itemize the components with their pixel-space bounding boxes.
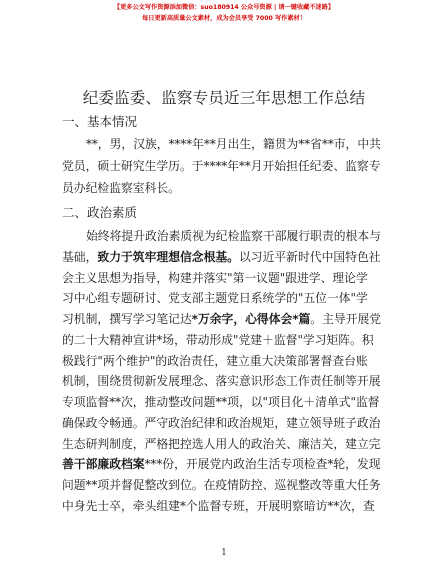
text-run: 的二十大精神宣讲*场，带动形成"党建＋监督"学习矩阵。积 bbox=[62, 332, 374, 347]
paragraph-line bbox=[62, 330, 380, 350]
text-run: 极践行"两个维护"的政治责任，建立重大决策部署督查台账 bbox=[62, 353, 368, 368]
document-title: 纪委监委、监察专员近三年思想工作总结 bbox=[82, 89, 366, 107]
page-number: 1 bbox=[221, 548, 227, 558]
text-run: 习中心组专题研讨、党支部主题党日系统学的"五位一体"学 bbox=[62, 291, 368, 306]
text-run: 机制，围绕贯彻新发展理念、落实意识形态工作责任制等开展 bbox=[62, 374, 381, 389]
promo-banner-line2: 每日更新高质量公文素材，成为会员享受 7000 写作素材！ bbox=[142, 15, 306, 22]
paragraph-line: **，男，汉族，****年**月出生，籍贯为**省**市，中共 bbox=[86, 137, 381, 151]
text-run: 专项监督**次，推动整改问题**项，以"项目化＋清单式"监督 bbox=[62, 395, 380, 409]
paragraph-line: 党员，硕士研究生学历。于****年**月开始担任纪委、监察专 bbox=[62, 159, 381, 173]
section-heading-political-quality: 二、政治素质 bbox=[62, 205, 138, 220]
text-run: 。主导开展党 bbox=[310, 312, 382, 326]
promo-banner bbox=[0, 2, 448, 24]
emphasized-text: 致力于筑牢理想信念根基。 bbox=[97, 249, 239, 264]
emphasized-text: 善干部廉政档案 bbox=[62, 457, 145, 472]
promo-banner-line1: 【更多公文写作资源添加微信：suo180914 公众号资源 | 请一键收藏不迷路】 bbox=[113, 4, 335, 11]
paragraph-line bbox=[62, 288, 380, 308]
paragraph-line bbox=[62, 268, 380, 288]
paragraph-line bbox=[62, 351, 380, 371]
paragraph-line bbox=[62, 454, 380, 474]
text-run: 确保政令畅通。严守政治纪律和政治规矩，建立领导班子政治 bbox=[62, 415, 381, 430]
text-run: 以习近平新时代中国特色社 bbox=[238, 249, 381, 264]
text-run: 会主义思想为指导，构建并落实"第一议题"跟进学、理论学 bbox=[62, 270, 368, 285]
text-run: ***份，开展党内政治生活专项检查*轮，发现 bbox=[144, 457, 381, 472]
text-run: 问题**项并督促整改到位。在疫情防控、巡视整改等重大任务 bbox=[62, 478, 381, 492]
paragraph-line bbox=[62, 392, 380, 412]
paragraph-line bbox=[62, 434, 380, 454]
text-run: 始终将提升政治素质视为纪检监察干部履行职责的根本与 bbox=[86, 229, 381, 243]
text-run: 习机制，撰写学习笔记达 bbox=[62, 312, 192, 326]
paragraph-line bbox=[62, 413, 380, 433]
paragraph-line bbox=[62, 309, 380, 329]
text-run: 生态研判制度，严格把控选人用人的政治关、廉洁关，建立完 bbox=[62, 436, 381, 451]
paragraph-line bbox=[62, 247, 380, 267]
emphasized-text: *万余字，心得体会*篇 bbox=[191, 312, 311, 326]
paragraph-line bbox=[62, 371, 380, 391]
text-run: 基础， bbox=[62, 249, 98, 264]
paragraph-line bbox=[86, 226, 380, 246]
paragraph-line: 员办纪检监察室科长。 bbox=[62, 181, 180, 195]
text-run: 中身先士卒，牵头组建*个监督专班，开展明察暗访**次，查 bbox=[62, 498, 375, 513]
section-heading-basic-info: 一、基本情况 bbox=[62, 114, 138, 129]
paragraph-line bbox=[62, 475, 380, 495]
paragraph-line bbox=[62, 496, 380, 516]
